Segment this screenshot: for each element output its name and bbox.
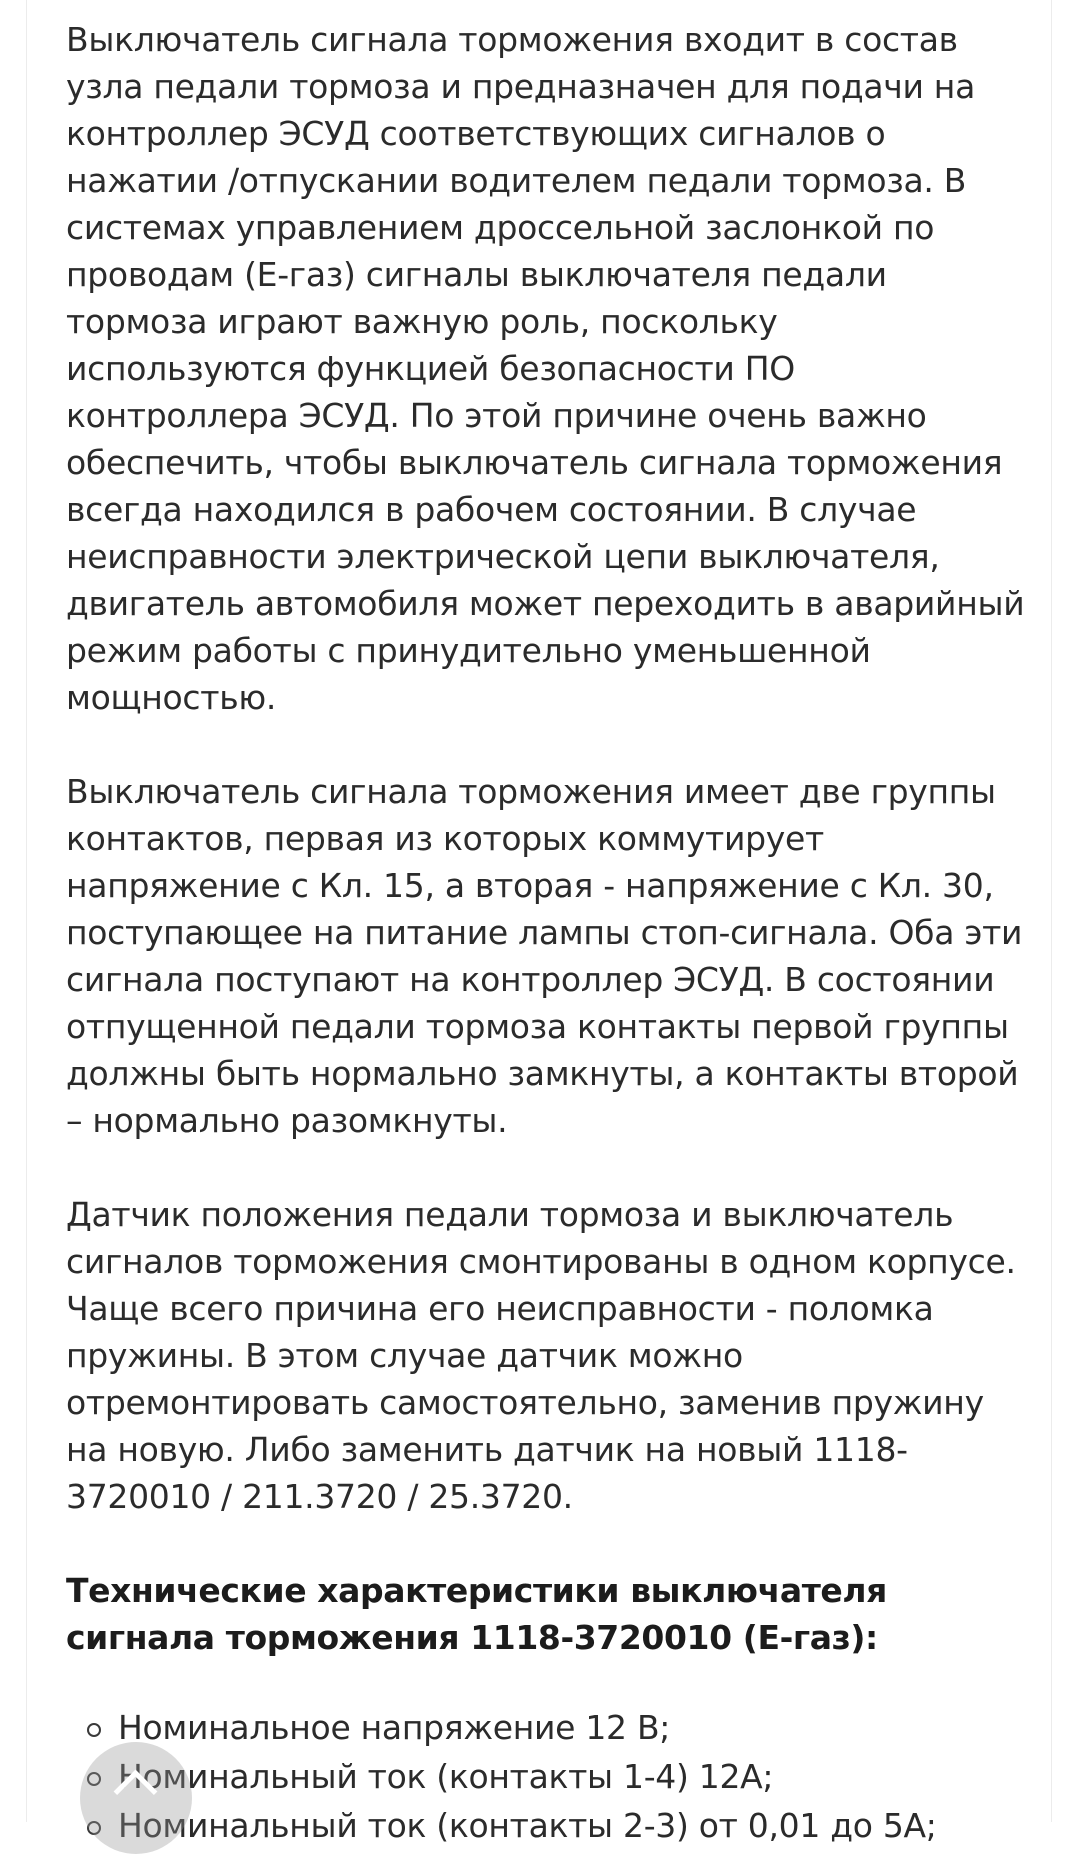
spec-list	[66, 1703, 1026, 1850]
scroll-to-top-button[interactable]	[80, 1742, 192, 1854]
paragraph-description: Выключатель сигнала торможения входит в состав узла педали тормоза и предназначен для подачи на контроллер ЭСУД соответствующих сигналов о нажатии /отпускании водителем педали тормоза. В системах управлением дроссельной заслонкой по проводам (Е-газ) сигналы выключателя педали тормоза играют важную роль, поскольку используются функцией безопасности ПО контроллера ЭСУД. По этой причине очень важно обеспечить, чтобы выключатель сигнала торможения всегда находился в рабочем состоянии. В случае неисправности электрической цепи выключателя, двигатель автомобиля может переходить в аварийный режим работы с принудительно уменьшенной мощностью.	[66, 20, 1025, 717]
spec-item-current-1-4: Номинальный ток (контакты 1-4) 12А;	[66, 1752, 1026, 1801]
spec-item-voltage: Номинальное напряжение 12 В;	[66, 1703, 1026, 1752]
paragraph-repair: Датчик положения педали тормоза и выключатель сигналов торможения смонтированы в одном корпусе. Чаще всего причина его неисправности - поломка пружины. В этом случае датчик можно отремонтировать самостоятельно, заменив пружину на новую. Либо заменить датчик на новый 1118-3720010 / 211.3720 / 25.3720.	[66, 1195, 1016, 1516]
spec-heading: Технические характеристики выключателя сигнала торможения 1118-3720010 (Е-газ):	[66, 1571, 887, 1657]
chevron-up-icon	[114, 1770, 158, 1814]
paragraph-contacts: Выключатель сигнала торможения имеет две группы контактов, первая из которых коммутирует напряжение с Кл. 15, а вторая - напряжение с Кл. 30, поступающее на питание лампы стоп-сигнала. Оба эти сигнала поступают на контроллер ЭСУД. В состоянии отпущенной педали тормоза контакты первой группы должны быть нормально замкнуты, а контакты второй – нормально разомкнуты.	[66, 772, 1023, 1140]
spec-item-current-2-3: Номинальный ток (контакты 2-3) от 0,01 до 5А;	[66, 1801, 1026, 1850]
article-body	[66, 16, 1026, 1850]
